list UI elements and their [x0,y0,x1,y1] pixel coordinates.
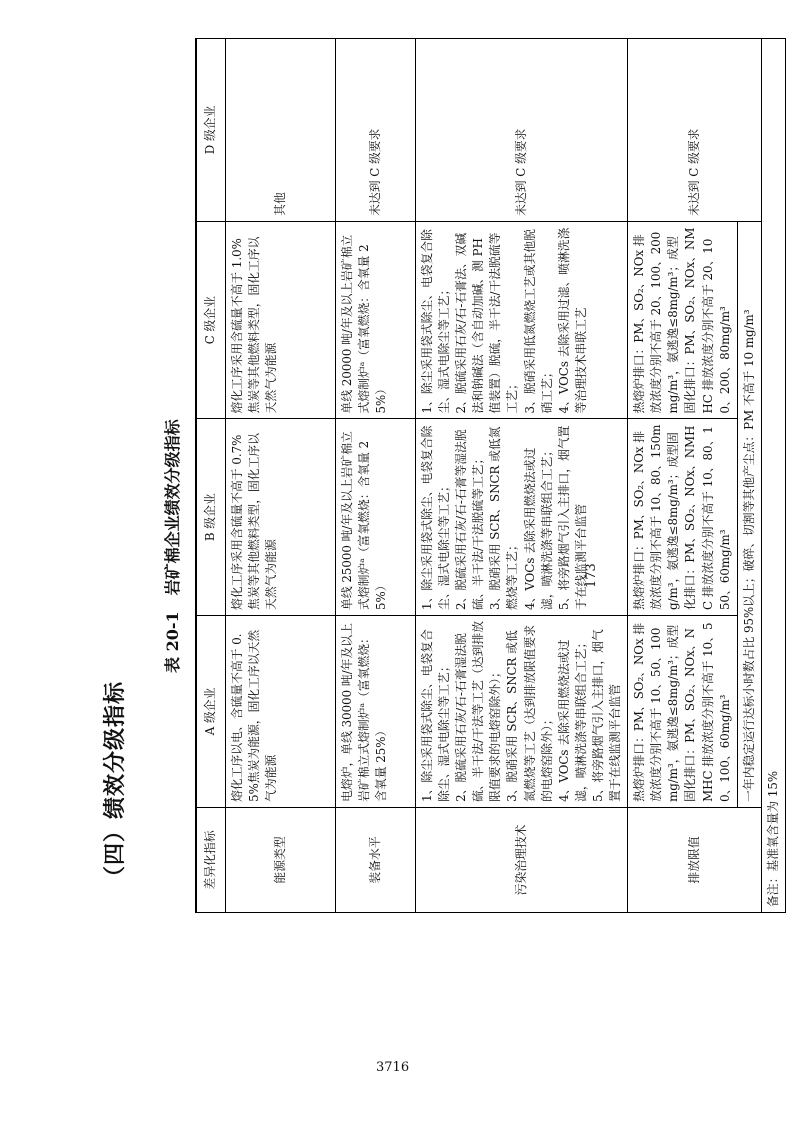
cell-emission-extra: 一年内稳定运行达标小时数占比 95%以上；破碎、切割等其他产尘点：PM 不高于 10 mg/m³ [737,221,761,807]
table-row-energy [226,39,336,913]
cell-equipment-d: 未达到 C 级要求 [336,39,416,222]
header-grade-d: D 级企业 [196,39,226,222]
header-grade-c: C 级企业 [196,221,226,419]
cell-energy-c: 熔化工序采用含硫量不高于 1.0%焦炭等其他燃料类型，固化工序以天然气为能源 [226,221,336,419]
section-heading: （四）绩效分级指标 [103,680,128,888]
cell-emission-a: 热熔炉排口：PM、SO₂、NOx 排放浓度分别不高于 10、50、100mg/m³，氨逃逸≤8mg/m³；成型固化排口：PM、SO₂、NOx、NMHC 排放浓度分别不高于 10、50、100、60mg/m³ [628,615,738,807]
row-label-energy: 能源类型 [226,807,336,912]
cell-pollution-c: 1、除尘采用袋式除尘、电袋复合除尘、湿式电除尘等工艺； 2、脱硫采用石灰/石-石膏法、双碱法和钠碱法（含自动加碱、测 PH 值装置）脱硫，半干法/干法脱硫等工艺； 3、脱硝采用低氮燃烧工艺或其他脱硝工艺； 4、VOCs 去除采用过滤、喷淋洗涤等治理技术串联工艺 [416,221,628,419]
cell-emission-d: 未达到 C 级要求 [628,39,762,222]
cell-equipment-b: 单线 25000 吨/年及以上岩矿棉立式熔制炉ᵃ（富氧燃烧：含氧量 25%） [336,419,416,616]
header-indicator: 差异化指标 [196,807,226,912]
cell-equipment-c: 单线 20000 吨/年及以上岩矿棉立式熔制炉ᵃ（富氧燃烧：含氧量 25%） [336,221,416,419]
row-label-emission: 排放限值 [628,807,762,912]
cell-equipment-a: 电熔炉，单线 30000 吨/年及以上岩矿棉立式熔制炉ᵃ（富氧燃烧：含氧量 25%） [336,615,416,807]
cell-pollution-a: 1、除尘采用袋式除尘、电袋复合除尘、湿式电除尘等工艺； 2、脱硫采用石灰/石-石膏湿法脱硫、半干法/干法等工艺（达到排放限值要求的电熔窑除外）； 3、脱硝采用 SCR、SNCR 或低氮燃烧等工艺（达到排放限值要求的电熔窑除外）； 4、VOCs 去除采用燃烧法或过滤，喷淋洗涤等串联组合工艺； 5、将旁路烟气引入主排口，烟气置于在线监测平台监管 [416,615,628,807]
cell-energy-a: 熔化工序以电、含硫量不高于 0.5%焦炭为能源，固化工序以天然气为能源 [226,615,336,807]
row-label-equipment: 装备水平 [336,807,416,912]
table-row-emission [628,39,738,913]
table-row-equipment [336,39,416,913]
table-note: 备注：基准氧含量为 15% [761,39,785,913]
cell-emission-c: 热熔炉排口：PM、SO₂、NOx 排放浓度分别不高于 20、100、200mg/m³，氨逃逸≤8mg/m³；成型固化排口：PM、SO₂、NOx、NMHC 排放浓度分别不高于 20、100、200、80mg/m³ [628,221,738,419]
table-header-row [196,39,226,913]
row-label-pollution: 污染治理技术 [416,807,628,912]
header-grade-b: B 级企业 [196,419,226,616]
page-number-outer: 3716 [376,1060,410,1075]
table-caption: 表 20-1 岩矿棉企业绩效分级指标 [163,419,182,673]
header-grade-a: A 级企业 [196,615,226,807]
cell-energy-d: 其他 [226,39,336,222]
cell-pollution-d: 未达到 C 级要求 [416,39,628,222]
cell-emission-b: 热熔炉排口：PM、SO₂、NOx 排放浓度分别不高于 10、80、150mg/m³，氨逃逸≤8mg/m³；成型固化排口：PM、SO₂、NOx、NMHC 排放浓度分别不高于 10、80、150、60mg/m³ [628,419,738,616]
table-row-pollution [416,39,628,913]
page-number-inner: 173 [584,563,599,588]
cell-energy-b: 熔化工序采用含硫量不高于 0.7%焦炭等其他燃料类型，固化工序以天然气为能源 [226,419,336,616]
table-row-note [761,39,785,913]
cell-pollution-b: 1、除尘采用袋式除尘、电袋复合除尘、湿式电除尘等工艺； 2、脱硫采用石灰/石-石膏等湿法脱硫、半干法/干法脱硫等工艺； 3、脱硝采用 SCR、SNCR 或低氮燃烧等工艺； 4、VOCs 去除采用燃烧法或过滤，喷淋洗涤等串联组合工艺； 5、将旁路烟气引入主排口，烟气置于在线监测平台监管 [416,419,628,616]
performance-grading-table [195,38,786,913]
